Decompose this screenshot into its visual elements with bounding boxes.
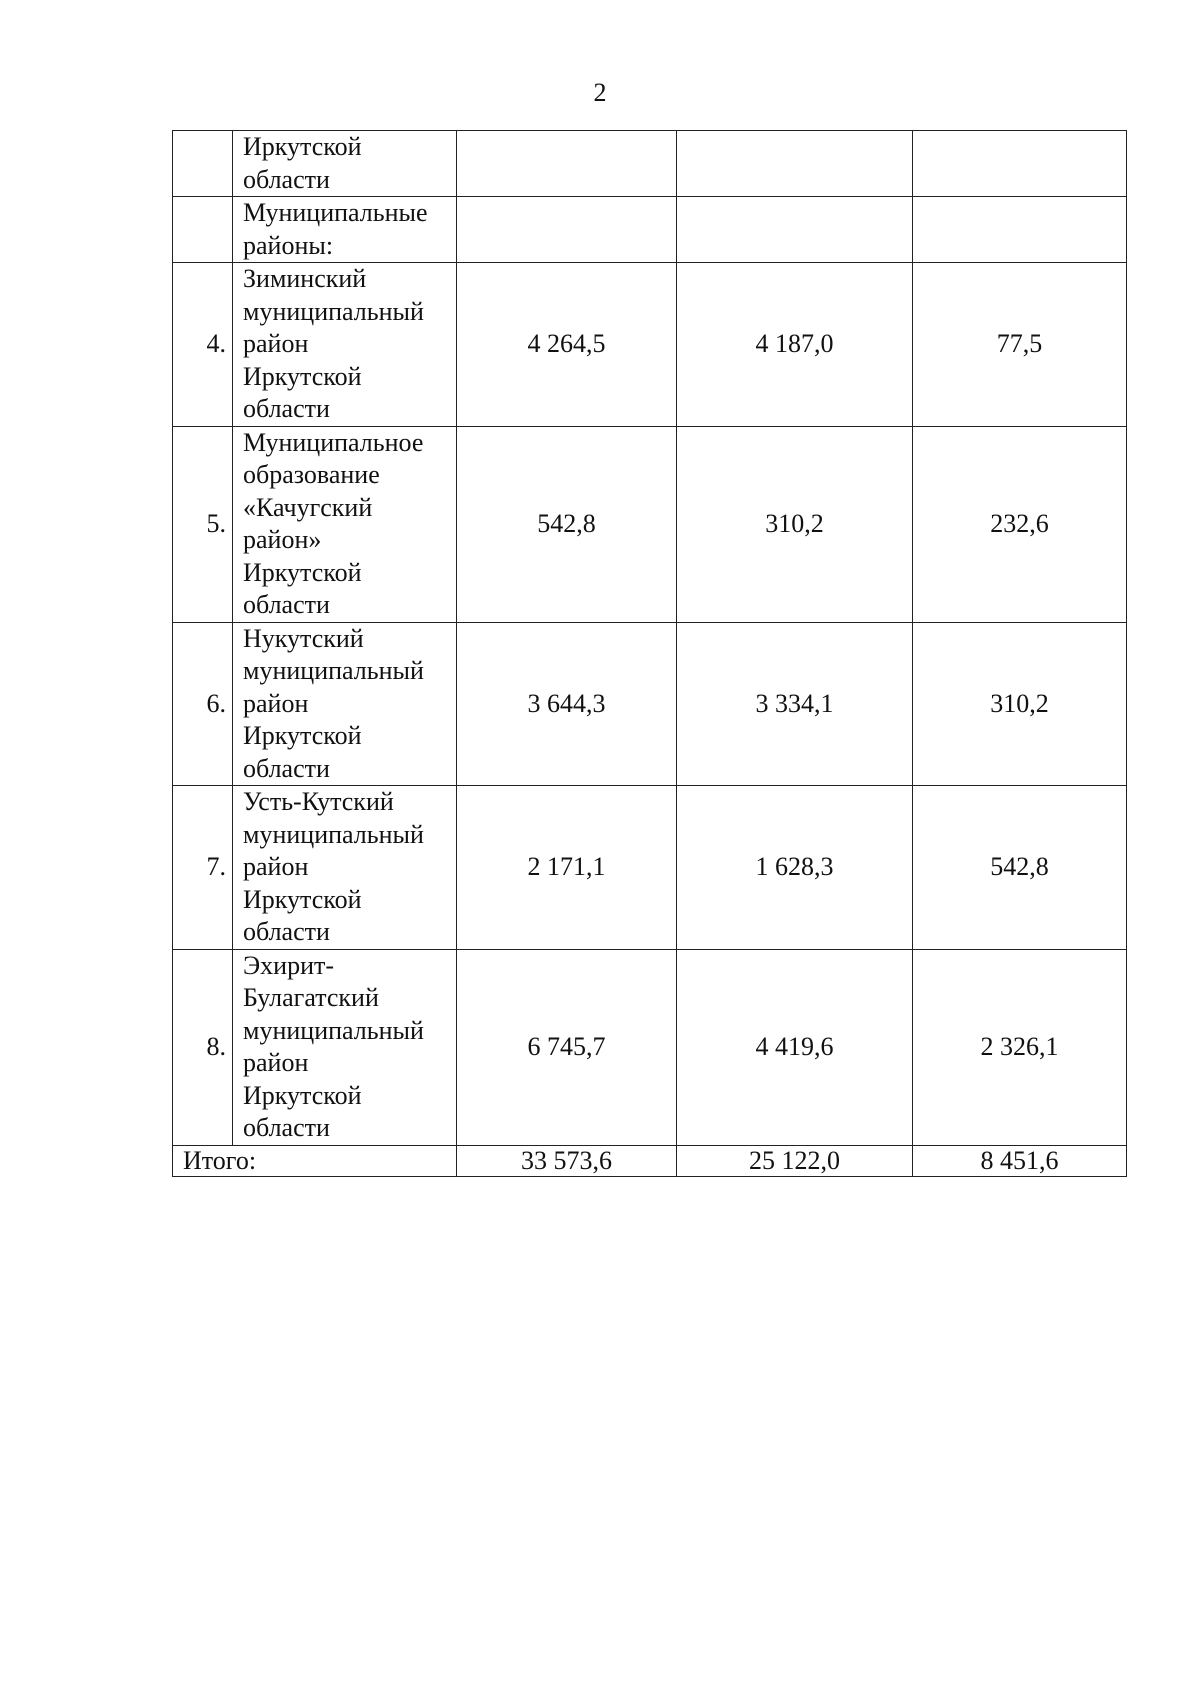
row-number xyxy=(173,197,233,263)
total-value-c: 8 451,6 xyxy=(913,1145,1127,1176)
municipality-name-line: Иркутской xyxy=(243,1080,362,1110)
row-number: 7. xyxy=(173,786,233,950)
row-number: 6. xyxy=(173,622,233,786)
total-value-a: 33 573,6 xyxy=(457,1145,677,1176)
value-b xyxy=(677,131,913,197)
municipality-name-line: Иркутской xyxy=(243,361,362,391)
municipality-name-line: район xyxy=(243,329,309,358)
municipality-name-line: район xyxy=(243,688,309,718)
municipality-name xyxy=(233,622,457,786)
table-row xyxy=(173,263,1127,427)
value-c: 2 326,1 xyxy=(913,949,1127,1145)
municipality-name-line: «Качугский xyxy=(243,492,373,522)
municipality-name-line: Муниципальные xyxy=(243,198,428,227)
municipality-name-line: Зиминский xyxy=(243,264,367,293)
value-a: 4 264,5 xyxy=(457,263,677,427)
municipality-name-line: Эхирит- xyxy=(243,950,335,980)
value-a: 6 745,7 xyxy=(457,949,677,1145)
total-row xyxy=(173,1145,1127,1176)
municipality-name xyxy=(233,263,457,427)
municipality-name-line: район» xyxy=(243,525,322,554)
municipality-name-line: Иркутской xyxy=(243,721,362,750)
municipality-name-line: области xyxy=(243,394,330,423)
value-b: 4 187,0 xyxy=(677,263,913,427)
table-row xyxy=(173,949,1127,1145)
value-b: 310,2 xyxy=(677,426,913,622)
municipality-name-line: образование xyxy=(243,460,380,489)
municipality-name xyxy=(233,197,457,263)
municipality-name-line: муниципальный xyxy=(243,1015,424,1045)
total-value-b: 25 122,0 xyxy=(677,1145,913,1176)
table-row xyxy=(173,426,1127,622)
municipality-name-line: район xyxy=(243,852,309,881)
row-number xyxy=(173,131,233,197)
municipality-name-line: Иркутской xyxy=(243,884,362,914)
table-row xyxy=(173,786,1127,950)
value-a: 2 171,1 xyxy=(457,786,677,950)
value-a xyxy=(457,131,677,197)
municipality-name-line: Иркутской xyxy=(243,557,362,587)
value-b: 4 419,6 xyxy=(677,949,913,1145)
municipality-name-line: район xyxy=(243,1048,309,1077)
municipality-name-line: муниципальный xyxy=(243,819,424,849)
value-c xyxy=(913,197,1127,263)
municipality-name-line: районы: xyxy=(243,230,334,260)
municipality-name-line: области xyxy=(243,590,330,619)
municipality-name-line: муниципальный xyxy=(243,656,424,685)
row-number: 8. xyxy=(173,949,233,1145)
municipality-name-line: Иркутской xyxy=(243,132,362,161)
allocation-table xyxy=(172,130,1127,1177)
municipality-name-line: области xyxy=(243,917,330,946)
value-c: 77,5 xyxy=(913,263,1127,427)
municipality-name-line: области xyxy=(243,753,330,783)
municipality-name-line: Муниципальное xyxy=(243,427,424,457)
municipality-name-line: Усть-Кутский xyxy=(243,787,394,816)
table-row xyxy=(173,131,1127,197)
value-b: 3 334,1 xyxy=(677,622,913,786)
municipality-name-line: муниципальный xyxy=(243,296,424,326)
value-a: 542,8 xyxy=(457,426,677,622)
table-body xyxy=(173,131,1127,1177)
page-number: 2 xyxy=(593,78,607,107)
value-c: 310,2 xyxy=(913,622,1127,786)
municipality-name xyxy=(233,786,457,950)
row-number: 5. xyxy=(173,426,233,622)
value-a: 3 644,3 xyxy=(457,622,677,786)
municipality-name xyxy=(233,131,457,197)
table-row xyxy=(173,197,1127,263)
table-row xyxy=(173,622,1127,786)
value-a xyxy=(457,197,677,263)
total-label: Итого: xyxy=(173,1145,457,1176)
municipality-name-line: Нукутский xyxy=(243,623,364,653)
value-c xyxy=(913,131,1127,197)
value-c: 232,6 xyxy=(913,426,1127,622)
municipality-name-line: Булагатский xyxy=(243,983,379,1012)
row-number: 4. xyxy=(173,263,233,427)
municipality-name xyxy=(233,426,457,622)
municipality-name-line: области xyxy=(243,164,330,194)
value-b xyxy=(677,197,913,263)
municipality-name-line: области xyxy=(243,1113,330,1142)
value-b: 1 628,3 xyxy=(677,786,913,950)
value-c: 542,8 xyxy=(913,786,1127,950)
municipality-name xyxy=(233,949,457,1145)
